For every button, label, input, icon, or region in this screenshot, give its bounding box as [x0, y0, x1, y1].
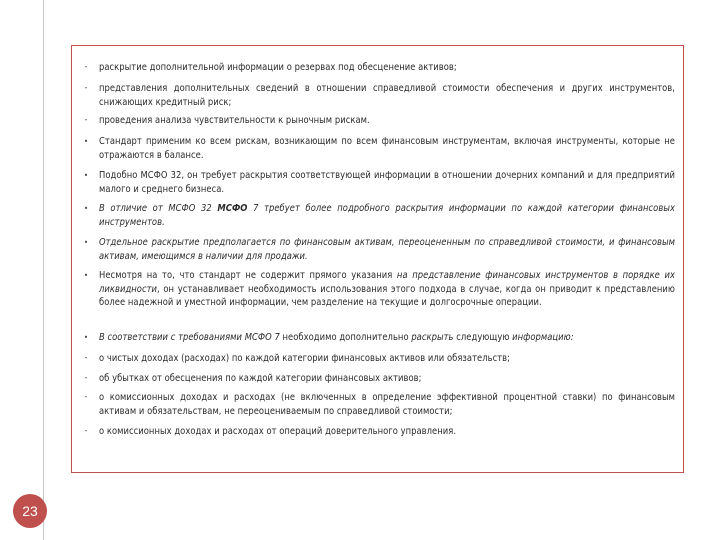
item-text: Несмотря на то, что стандарт не содержит прямого указания: [99, 270, 397, 281]
list-marker: -: [84, 392, 88, 402]
list-item: о чистых доходах (расходах) по каждой категории финансовых активов или обязательств;: [99, 353, 511, 364]
list-item: Отдельное раскрытие предполагается по финансовым активам, переоцененным по справедливой стоимости, и финансовым активам, имеющимся в наличии для продажи.: [99, 237, 675, 262]
page-number-badge: 23: [13, 494, 47, 528]
item-text: 7 требует более подробного раскрытия информации по каждой категории финансовых инструментов.: [99, 203, 675, 228]
list-marker: •: [83, 238, 89, 247]
list-marker: •: [83, 171, 89, 180]
list-marker: -: [84, 426, 88, 436]
list-marker: -: [84, 353, 88, 363]
list-item: о комиссионных доходах и расходах (не включенных в определение эффективной процентной ставки) по финансовым активам и обязательствам, не переоцениваемым по справедливой стоимости;: [99, 392, 675, 417]
list-item: Стандарт применим ко всем рискам, возникающим по всем финансовым инструментам, включая инструменты, которые не отражаются в балансе.: [99, 136, 675, 161]
list-item: Подобно МСФО 32, он требует раскрытия соответствующей информации в отношении дочерних компаний и для предприятий малого и среднего бизнеса.: [99, 170, 675, 195]
list-item: о комиссионных доходах и расходах от операций доверительного управления.: [99, 426, 457, 437]
item-text-italic: В соответствии с требованиями МСФО 7: [99, 332, 280, 343]
item-text-italic: на представление финансовых инструментов в порядке их ликвидности: [99, 270, 675, 295]
list-marker: •: [83, 204, 89, 213]
list-marker: •: [83, 271, 89, 280]
item-text: необходимо дополнительно: [279, 332, 412, 343]
list-item: [99, 202, 675, 229]
item-text: В отличие от МСФО 32: [99, 203, 218, 214]
list-item: раскрытие дополнительной информации о резервах под обесценение активов;: [99, 62, 457, 73]
list-marker: -: [84, 115, 88, 125]
item-text-emphasis: МСФО: [217, 203, 248, 214]
item-text: следующую: [453, 332, 513, 343]
list-item: представления дополнительных сведений в отношении справедливой стоимости обеспечения и других инструментов, снижающих кредитный риск;: [99, 83, 675, 108]
list-item: [99, 331, 675, 345]
list-marker: -: [84, 373, 88, 383]
item-text-italic: информацию:: [512, 332, 574, 343]
item-text: , он устанавливает необходимость использования этого подхода в случае, когда он приводит к представлению более надежной и уместной информации, чем разделение на текущие и долгосрочные операции.: [99, 283, 675, 308]
list-item: [99, 269, 675, 310]
list-marker: -: [84, 62, 88, 72]
item-text-italic: раскрыть: [411, 332, 454, 343]
list-item: проведения анализа чувствительности к рыночным рискам.: [99, 115, 370, 126]
list-marker: •: [83, 333, 89, 342]
list-item: об убытках от обесценения по каждой категории финансовых активов;: [99, 373, 422, 384]
list-marker: -: [84, 83, 88, 93]
list-marker: •: [83, 137, 89, 146]
